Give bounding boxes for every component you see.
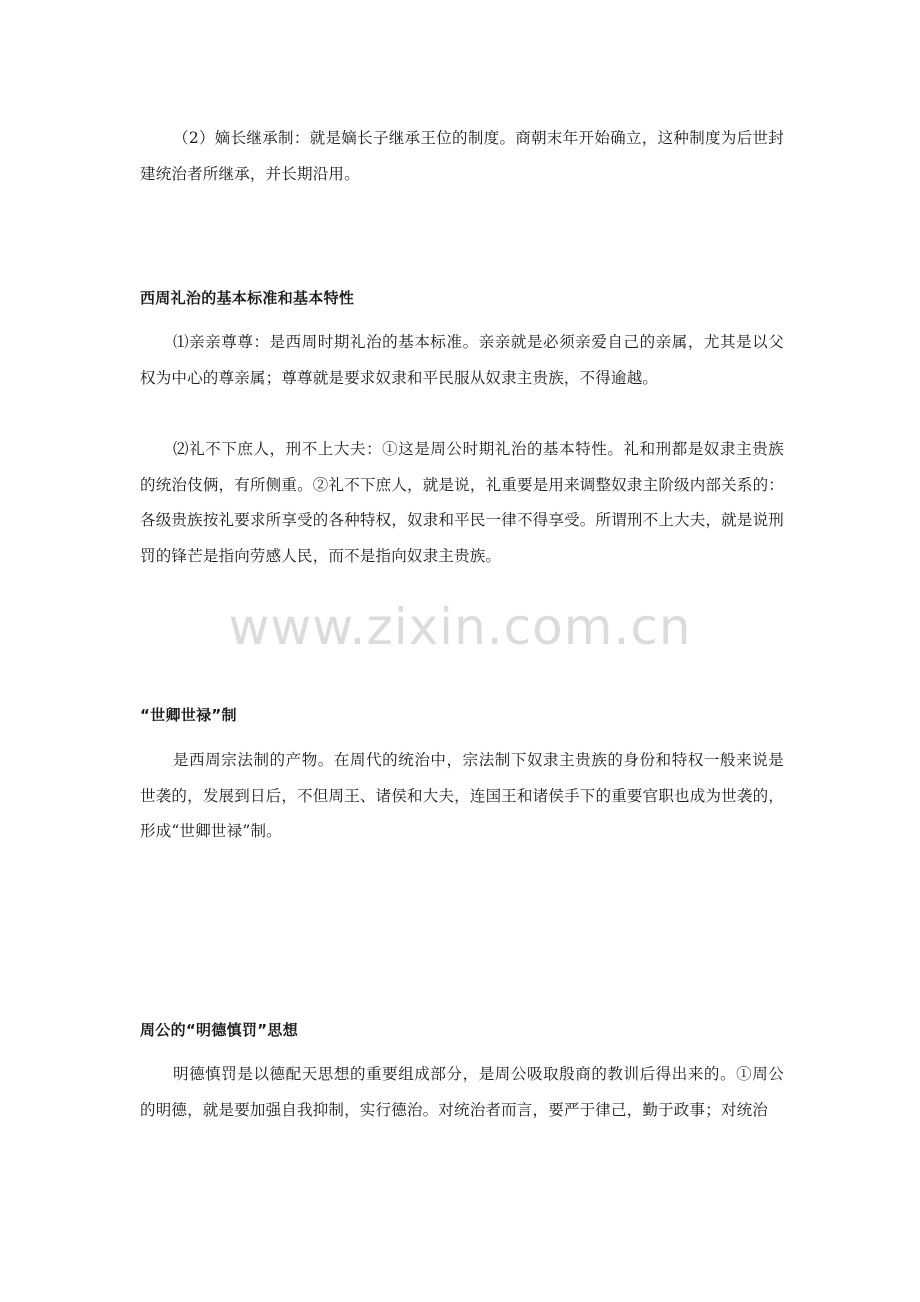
heading-rites-standards: 西周礼治的基本标准和基本特性	[140, 289, 355, 307]
paragraph-qinqin-zunzun: ⑴亲亲尊尊：是西周时期礼治的基本标准。亲亲就是必须亲爱自己的亲属，尤其是以父权为中心的尊亲属；尊尊就是要求奴隶和平民服从奴隶主贵族，不得逾越。	[140, 333, 784, 387]
heading-hereditary-office: “世卿世禄”制	[140, 706, 237, 724]
paragraph-succession: （2）嫡长继承制：就是嫡长子继承王位的制度。商朝末年开始确立，这种制度为后世封建统治者所继承，并长期沿用。	[140, 129, 784, 183]
heading-mingde-shenfa: 周公的“明德慎罚”思想	[140, 1021, 299, 1039]
paragraph-rites-and-punishment: ⑵礼不下庶人，刑不上大夫：①这是周公时期礼治的基本特性。礼和刑都是奴隶主贵族的统治伎俩，有所侧重。②礼不下庶人，就是说，礼重要是用来调整奴隶主阶级内部关系的：各级贵族按礼要求所享受的各种特权，奴隶和平民一律不得享受。所谓刑不上大夫，就是说刑罚的锋芒是指向劳感人民，而不是指向奴隶主贵族。	[140, 440, 784, 565]
paragraph-hereditary-office: 是西周宗法制的产物。在周代的统治中，宗法制下奴隶主贵族的身份和特权一般来说是世袭的，发展到日后，不但周王、诸侯和大夫，连国王和诸侯手下的重要官职也成为世袭的，形成“世卿世禄”制。	[140, 751, 784, 840]
paragraph-mingde-shenfa: 明德慎罚是以德配天思想的重要组成部分，是周公吸取殷商的教训后得出来的。①周公的明德，就是要加强自我抑制，实行德治。对统治者而言，要严于律己，勤于政事；对统治	[140, 1065, 784, 1119]
watermark: www.zixin.com.cn	[228, 598, 692, 656]
